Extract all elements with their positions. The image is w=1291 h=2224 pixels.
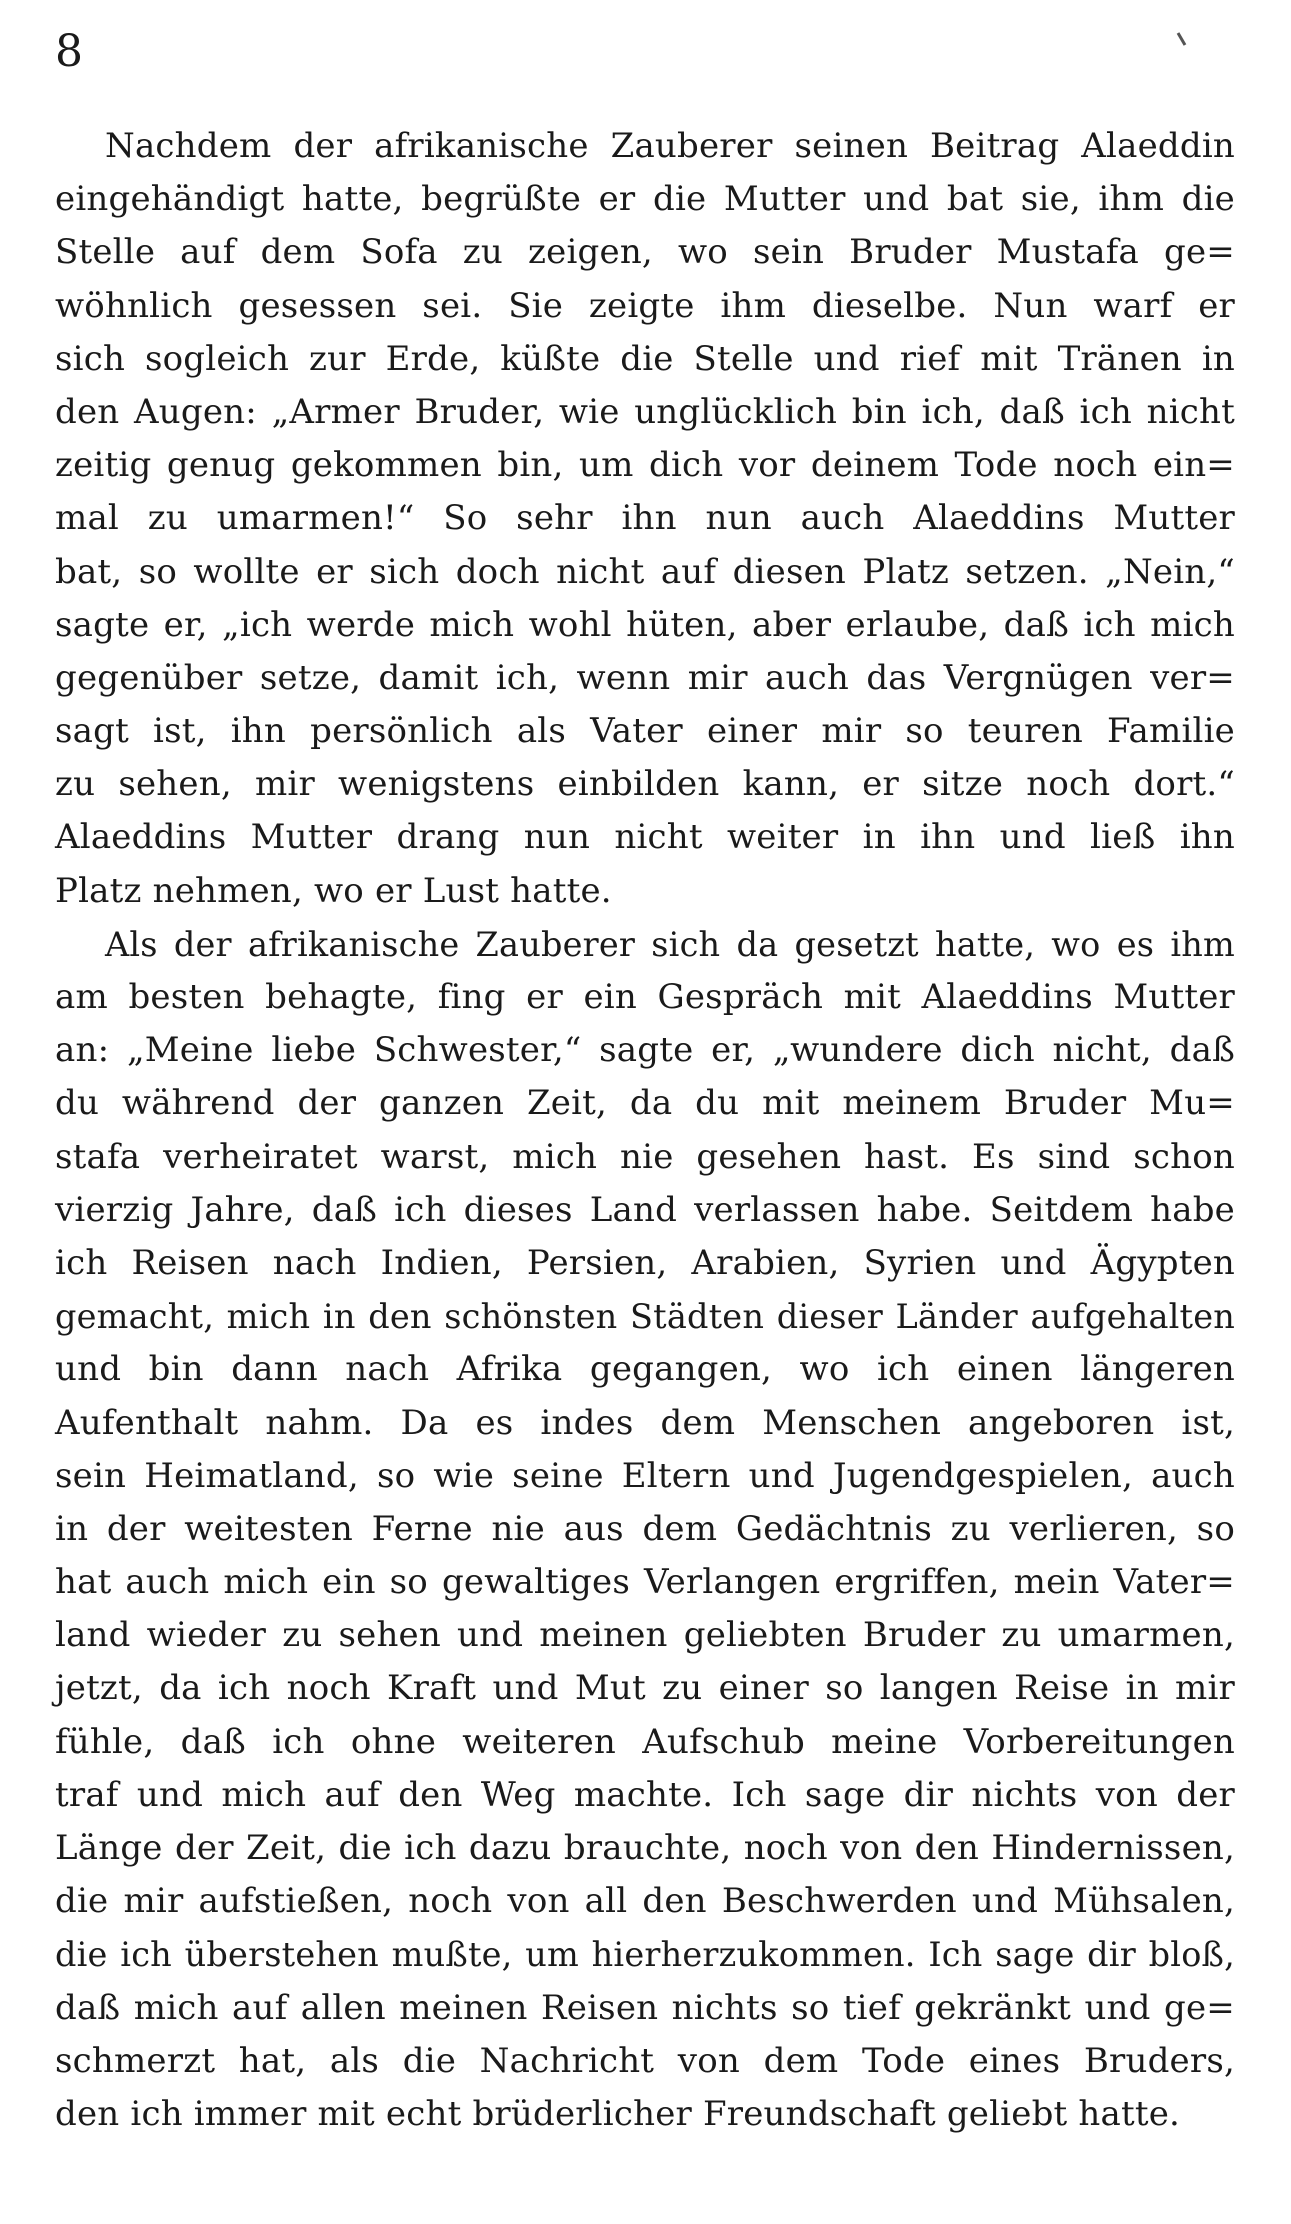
- text-line: Als der afrikanische Zauberer sich da gesetzt hatte, wo es ihm: [105, 924, 1235, 964]
- text-line: gegenüber setze, damit ich, wenn mir auch das Vergnügen ver=: [55, 657, 1235, 698]
- text-line: die mir aufstießen, noch von all den Beschwerden und Mühsalen,: [55, 1881, 1235, 1922]
- paragraph-1: [55, 120, 1235, 918]
- text-line: daß mich auf allen meinen Reisen nichts so tief gekränkt und ge=: [55, 1987, 1235, 2028]
- text-line: mal zu umarmen!“ So sehr ihn nun auch Alaeddins Mutter: [55, 498, 1235, 539]
- text-line: zu sehen, mir wenigstens einbilden kann, er sitze noch dort.“: [55, 764, 1235, 805]
- text-line: Stelle auf dem Sofa zu zeigen, wo sein Bruder Mustafa ge=: [55, 232, 1235, 273]
- text-line: Alaeddins Mutter drang nun nicht weiter in ihn und ließ ihn: [55, 817, 1235, 858]
- text-line: vierzig Jahre, daß ich dieses Land verlassen habe. Seitdem habe: [55, 1189, 1235, 1230]
- text-line: und bin dann nach Afrika gegangen, wo ich einen längeren: [55, 1349, 1235, 1390]
- page-number: 8: [55, 26, 83, 77]
- text-line: jetzt, da ich noch Kraft und Mut zu einer so langen Reise in mir: [55, 1668, 1235, 1709]
- text-line: du während der ganzen Zeit, da du mit meinem Bruder Mu=: [55, 1083, 1235, 1124]
- text-line: fühle, daß ich ohne weiteren Aufschub meine Vorbereitungen: [55, 1721, 1235, 1762]
- text-line: traf und mich auf den Weg machte. Ich sage dir nichts von der: [55, 1774, 1235, 1815]
- text-line: hat auch mich ein so gewaltiges Verlangen ergriffen, mein Vater=: [55, 1562, 1235, 1603]
- text-line: Platz nehmen, wo er Lust hatte.: [55, 870, 612, 911]
- text-line: land wieder zu sehen und meinen geliebten Bruder zu umarmen,: [55, 1615, 1235, 1656]
- text-line: Aufenthalt nahm. Da es indes dem Menschen angeboren ist,: [55, 1402, 1235, 1443]
- text-line: bat, so wollte er sich doch nicht auf diesen Platz setzen. „Nein,“: [55, 551, 1235, 592]
- paragraph-2: [55, 918, 1235, 2141]
- scan-speck: [1177, 32, 1187, 46]
- text-line: sagte er, „ich werde mich wohl hüten, aber erlaube, daß ich mich: [55, 604, 1235, 645]
- text-line: sich sogleich zur Erde, küßte die Stelle und rief mit Tränen in: [55, 338, 1235, 379]
- text-line: sagt ist, ihn persönlich als Vater einer mir so teuren Familie: [55, 711, 1235, 752]
- text-line: in der weitesten Ferne nie aus dem Gedächtnis zu verlieren, so: [55, 1508, 1235, 1549]
- text-line: am besten behagte, fing er ein Gespräch mit Alaeddins Mutter: [55, 977, 1235, 1017]
- text-line: den Augen: „Armer Bruder, wie unglücklich bin ich, daß ich nicht: [55, 391, 1235, 432]
- text-line: schmerzt hat, als die Nachricht von dem Tode eines Bruders,: [55, 2040, 1235, 2081]
- text-line: stafa verheiratet warst, mich nie gesehen hast. Es sind schon: [55, 1136, 1235, 1177]
- text-line: an: „Meine liebe Schwester,“ sagte er, „wundere dich nicht, daß: [55, 1030, 1235, 1071]
- text-line: ich Reisen nach Indien, Persien, Arabien, Syrien und Ägypten: [55, 1242, 1235, 1283]
- text-line: zeitig genug gekommen bin, um dich vor deinem Tode noch ein=: [55, 445, 1235, 486]
- text-line: wöhnlich gesessen sei. Sie zeigte ihm dieselbe. Nun warf er: [55, 285, 1235, 326]
- text-line: den ich immer mit echt brüderlicher Freundschaft geliebt hatte.: [55, 2093, 1181, 2134]
- text-line: sein Heimatland, so wie seine Eltern und Jugendgespielen, auch: [55, 1455, 1235, 1496]
- text-line: Nachdem der afrikanische Zauberer seinen Beitrag Alaeddin: [105, 126, 1235, 166]
- text-line: gemacht, mich in den schönsten Städten dieser Länder aufgehalten: [55, 1297, 1235, 1337]
- body-text: [55, 120, 1235, 2141]
- text-line: eingehändigt hatte, begrüßte er die Mutter und bat sie, ihm die: [55, 179, 1235, 220]
- text-line: Länge der Zeit, die ich dazu brauchte, noch von den Hindernissen,: [55, 1828, 1235, 1868]
- text-line: die ich überstehen mußte, um hierherzukommen. Ich sage dir bloß,: [55, 1935, 1235, 1975]
